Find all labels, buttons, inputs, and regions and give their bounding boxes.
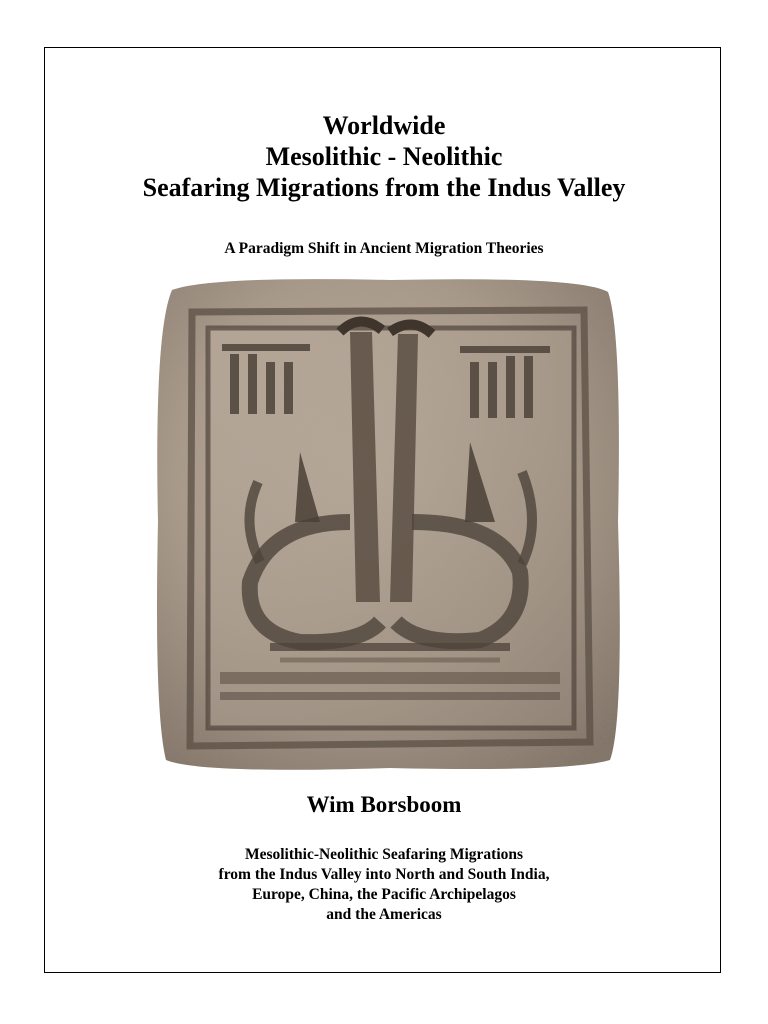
description-line-4: and the Americas <box>326 906 442 923</box>
description-line-1: Mesolithic-Neolithic Seafaring Migrations <box>244 846 524 863</box>
description-line-3: Europe, China, the Pacific Archipelagos <box>252 886 516 903</box>
book-title <box>0 110 768 203</box>
description-line-2: from the Indus Valley into North and South India, <box>218 866 550 883</box>
title-line-1: Worldwide <box>322 111 446 140</box>
book-subtitle: A Paradigm Shift in Ancient Migration Theories <box>224 240 544 257</box>
title-line-2: Mesolithic - Neolithic <box>265 142 503 171</box>
indus-boat-seal-image <box>150 272 624 776</box>
title-line-3: Seafaring Migrations from the Indus Valley <box>142 173 626 202</box>
book-description <box>0 845 768 925</box>
author-name: Wim Borsboom <box>306 792 462 817</box>
